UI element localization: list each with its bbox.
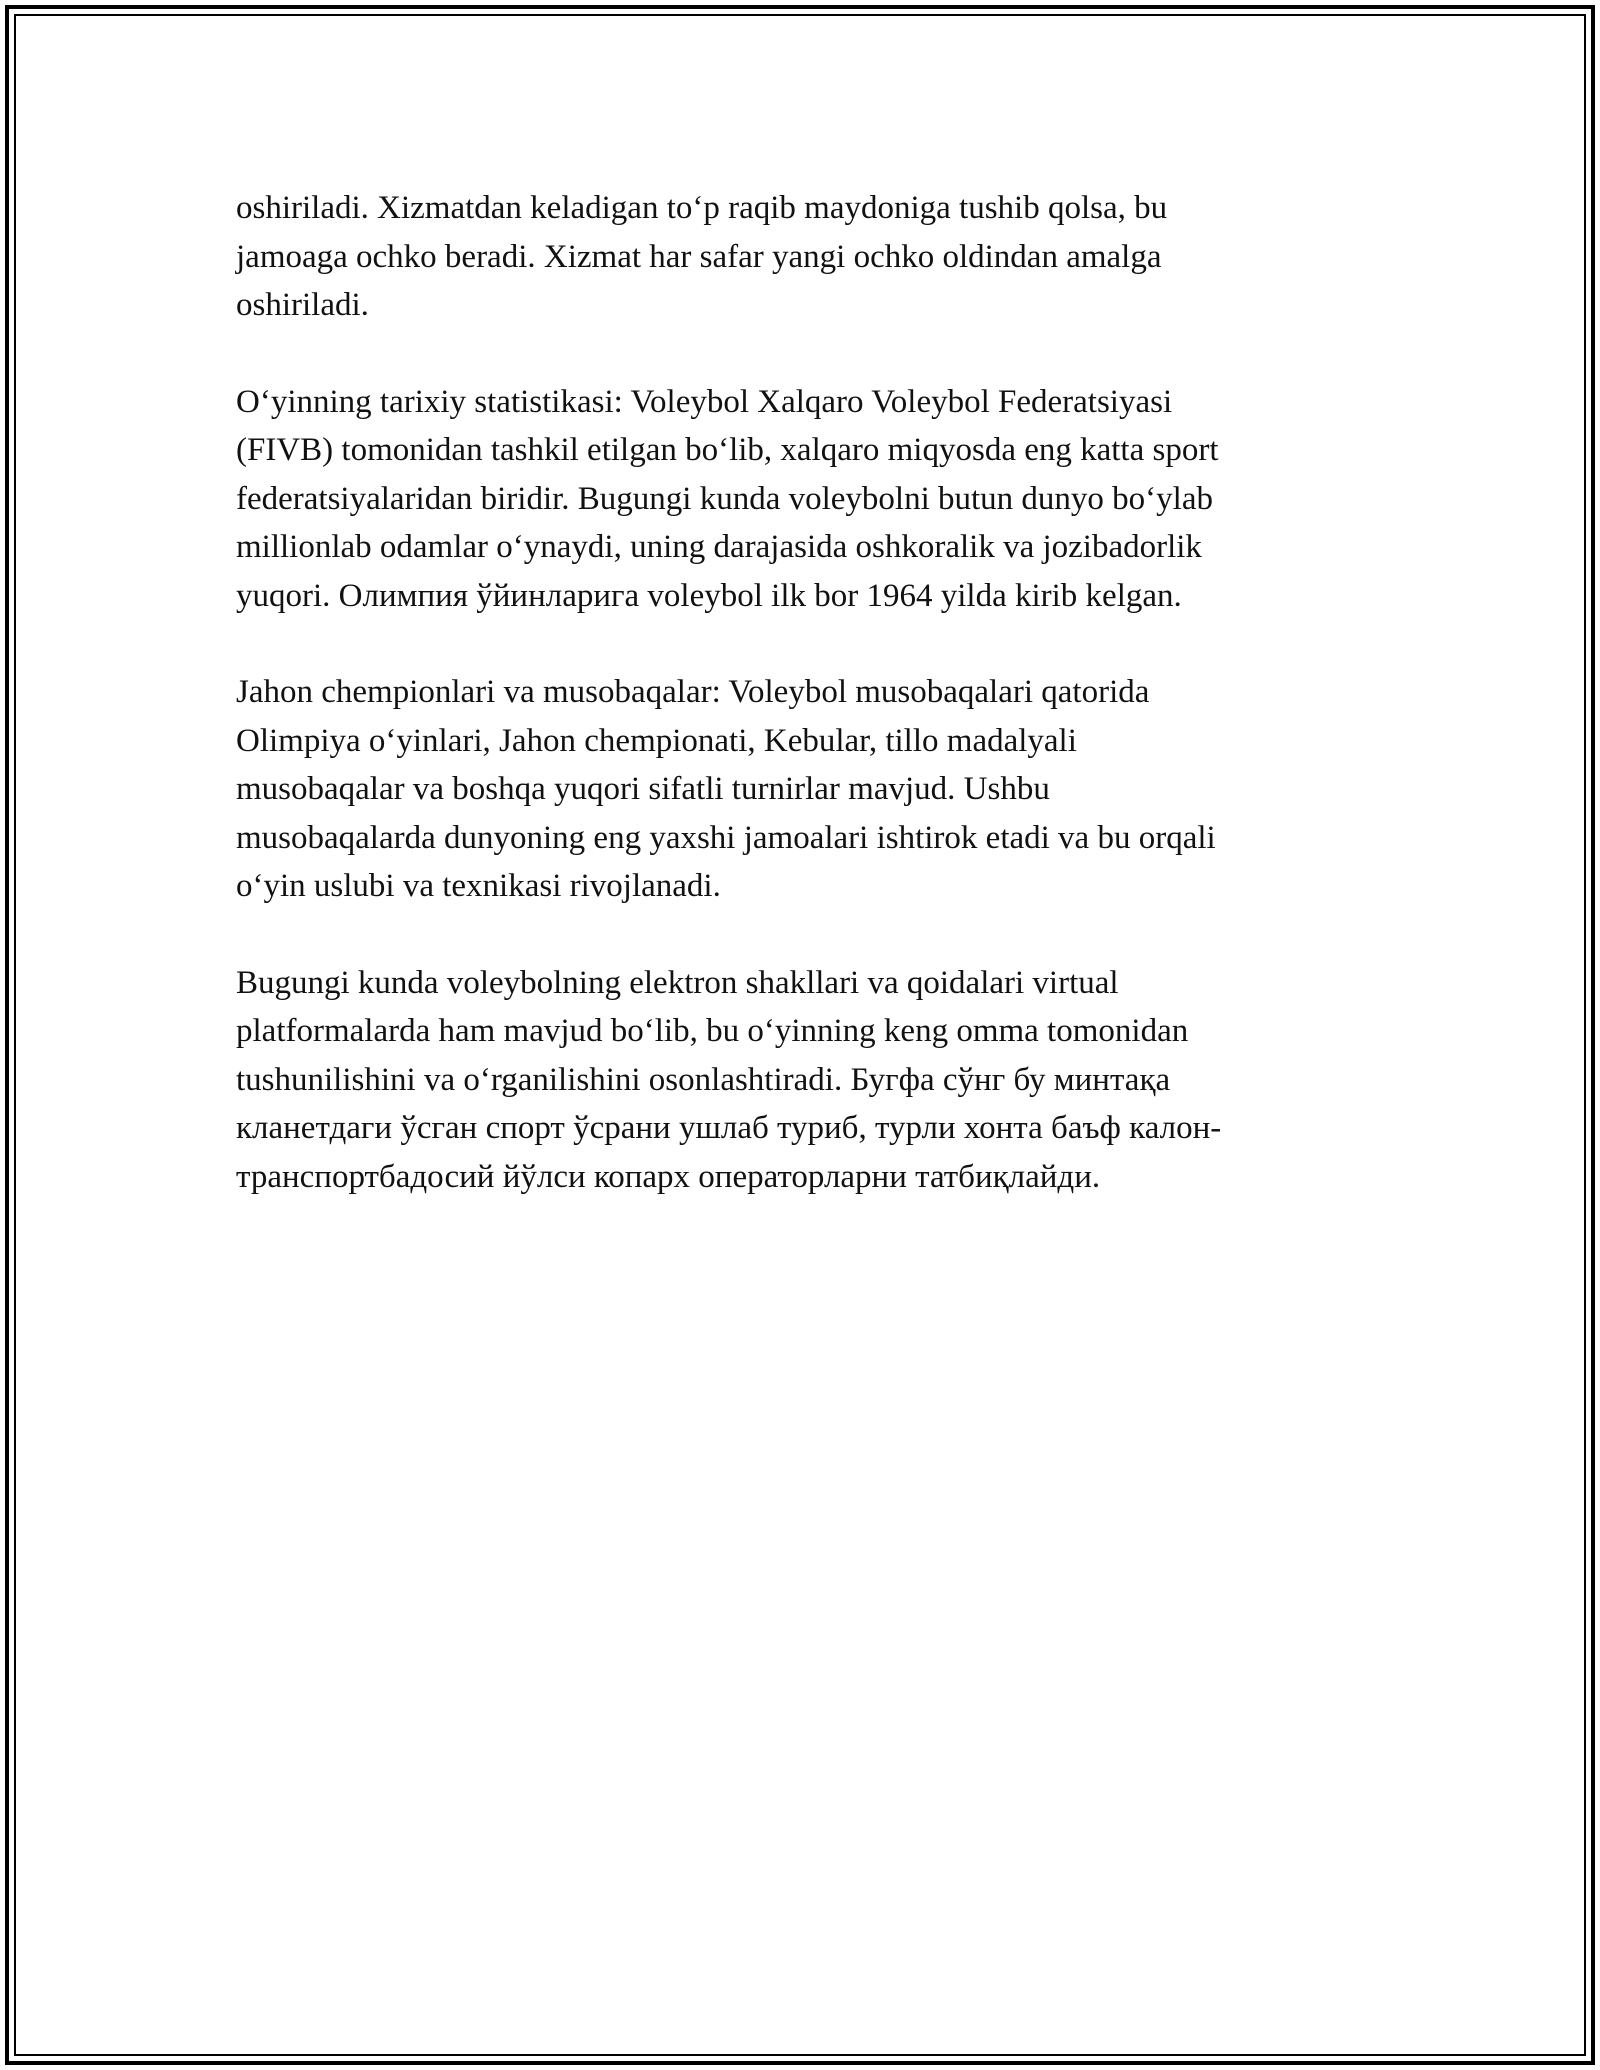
paragraph-electronic-forms: Bugungi kunda voleybolning elektron shakllari va qoidalari virtual platformalarda ham mavjud bo‘lib, bu o‘yinning keng omma tomonidan tushunilishini va o‘rganilishini osonlashtiradi. Бугфа сўнг бу минтақа кланетдаги ўсган спорт ўсрани ушлаб туриб, турли хонта баъф калон- транспортбадосий йўлси копарх операторларни татбиқлайди. <box>236 964 1222 1195</box>
paragraph-history-statistics: O‘yinning tarixiy statistikasi: Voleybol Xalqaro Voleybol Federatsiyasi (FIVB) tomonidan tashkil etilgan bo‘lib, xalqaro miqyosda eng katta sport federatsiyalaridan biridir. Bugungi kunda voleybolni butun dunyo bo‘ylab millionlab odamlar o‘ynaydi, uning darajasida oshkoralik va jozibadorlik yuqori. Олимпия ўйинларига voleybol ilk bor 1964 yilda kirib kelgan. <box>236 383 1219 614</box>
document-body <box>236 184 1356 1249</box>
paragraph-championships: Jahon chempionlari va musobaqalar: Voleybol musobaqalari qatorida Olimpiya o‘yinlari, Jahon chempionati, Kebular, tillo madalyali musobaqalar va boshqa yuqori sifatli turnirlar mavjud. Ushbu musobaqalarda dunyoning eng yaxshi jamoalari ishtirok etadi va bu orqali o‘yin uslubi va texnikasi rivojlanadi. <box>236 674 1216 904</box>
paragraph-serve-rules: oshiriladi. Xizmatdan keladigan to‘p raqib maydoniga tushib qolsa, bu jamoaga ochko beradi. Xizmat har safar yangi ochko oldindan amalga oshiriladi. <box>236 190 1168 323</box>
